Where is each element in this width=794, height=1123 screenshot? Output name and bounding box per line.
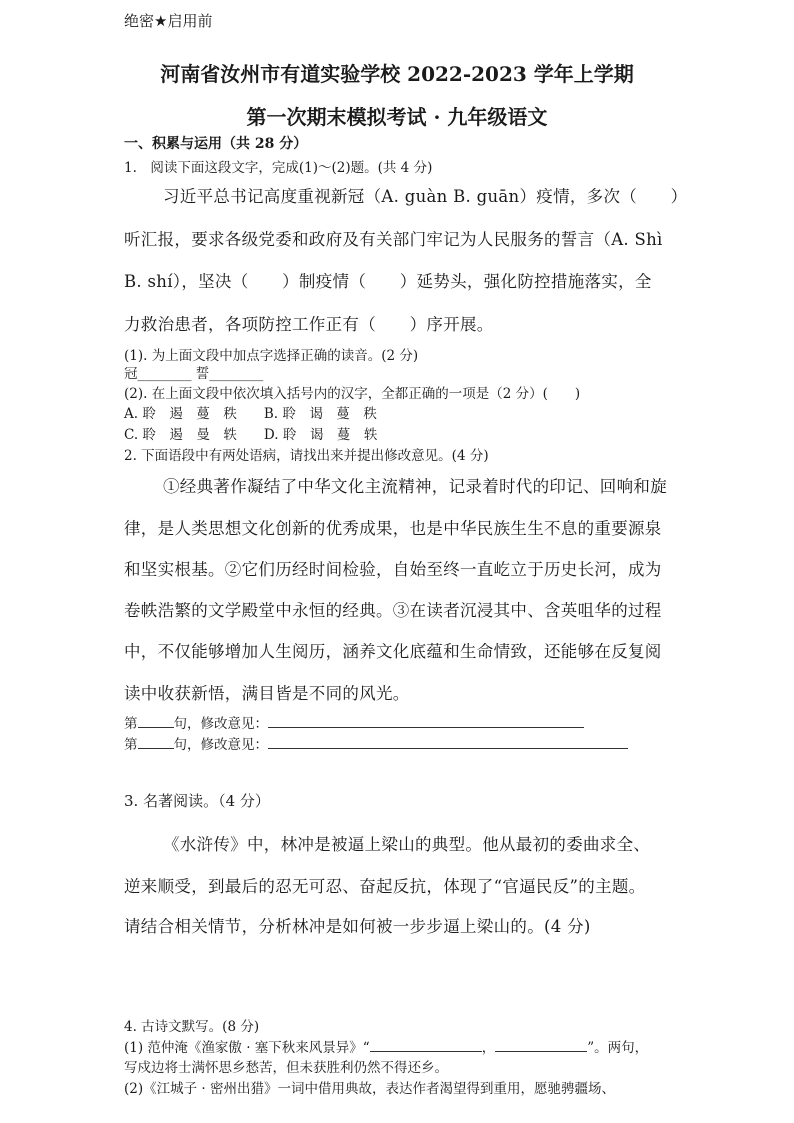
q3-passage-line: 《水浒传》中，林冲是被逼上梁山的典型。他从最初的委曲求全、: [163, 835, 651, 854]
q2-answer-line-1: [124, 712, 584, 732]
q1-passage-line: 习近平总书记高度重视新冠（A. guàn B. guān）疫情，多次（ ）: [163, 187, 688, 206]
q1-sub2: (2). 在上面文段中依次填入括号内的汉字，全都正确的一项是（2 分）( ): [124, 386, 581, 402]
q3-stem: 3. 名著阅读。（4 分）: [124, 792, 270, 810]
q1-passage-line: 听汇报，要求各级党委和政府及有关部门牢记为人民服务的誓言（A. Shì: [124, 230, 663, 249]
q4-sub1-line2: 写戍边将士满怀思乡愁苦，但未获胜利仍然不得还乡。: [124, 1060, 448, 1076]
q2-answer-line-2: [124, 733, 628, 753]
answer-suffix: 句，修改意见：: [173, 737, 268, 753]
q2-passage-line: 律，是人类思想文化创新的优秀成果，也是中华民族生生不息的重要源泉: [124, 519, 662, 538]
q1-passage-line: 力救治患者，各项防控工作正有（ ）序开展。: [124, 315, 494, 334]
section-heading: 一、积累与运用（共 28 分）: [124, 136, 308, 152]
q1-options-cd: C. 聆 遏 曼 轶 D. 聆 谒 蔓 轶: [124, 427, 378, 443]
exam-title-line1: 河南省汝州市有道实验学校 2022-2023 学年上学期: [160, 62, 634, 86]
q3-passage-line: 请结合相关情节，分析林冲是如何被一步步逼上梁山的。(4 分): [124, 917, 591, 936]
q1-stem: 1. 阅读下面这段文字，完成(1)～(2)题。(共 4 分): [124, 160, 433, 176]
q4-stem: 4. 古诗文默写。(8 分): [124, 1019, 260, 1035]
q4-sub1-text: (1) 范仲淹《渔家傲 · 塞下秋来风景异》“: [124, 1040, 370, 1056]
q2-passage-line: 和坚实根基。②它们历经时间检验，自始至终一直屹立于历史长河，成为: [124, 560, 662, 579]
q4-sub2-line1: (2)《江城子 · 密州出猎》一词中借用典故，表达作者渴望得到重用，愿驰骋疆场、: [124, 1081, 615, 1097]
q1-passage-line: B. shí），坚决（ ）制疫情（ ）延势头，强化防控措施落实，全: [124, 272, 652, 291]
q1-options-ab: A. 聆 遏 蔓 秩 B. 聆 谒 蔓 秩: [124, 406, 377, 422]
q4-sub1-comma: ，: [481, 1040, 496, 1056]
q2-passage-line: 卷帙浩繁的文学殿堂中永恒的经典。③在读者沉浸其中、含英咀华的过程: [124, 601, 662, 620]
answer-prefix: 第: [124, 716, 138, 732]
q2-passage-line: 中，不仅能够增加人生阅历，涵养文化底蕴和生命情致，还能够在反复阅: [124, 642, 662, 661]
exam-title-line2: 第一次期末模拟考试 · 九年级语文: [246, 105, 548, 129]
poem-blank-2[interactable]: [495, 1037, 587, 1052]
q4-sub1-line1: [124, 1036, 648, 1056]
sentence-number-blank[interactable]: [138, 734, 174, 749]
q2-passage-line: 读中收获新悟，满目皆是不同的风光。: [124, 684, 410, 703]
q1-sub1-blanks: 冠________ 誓________: [124, 366, 264, 382]
q3-passage-line: 逆来顺受，到最后的忍无可忍、奋起反抗，体现了“官逼民反”的主题。: [124, 877, 646, 896]
answer-suffix: 句，修改意见：: [173, 716, 268, 732]
confidential-mark: 绝密★启用前: [124, 12, 213, 30]
q1-sub1: (1). 为上面文段中加点字选择正确的读音。(2 分): [124, 348, 419, 364]
q2-stem: 2. 下面语段中有两处语病，请找出来并提出修改意见。(4 分): [124, 448, 489, 464]
answer-prefix: 第: [124, 737, 138, 753]
poem-blank-1[interactable]: [370, 1037, 482, 1052]
revision-blank[interactable]: [268, 734, 628, 749]
sentence-number-blank[interactable]: [138, 713, 174, 728]
q2-passage-line: ①经典著作凝结了中华文化主流精神，记录着时代的印记、回响和旋: [163, 477, 667, 496]
q4-sub1-end: ”。两句，: [587, 1040, 649, 1056]
revision-blank[interactable]: [268, 713, 584, 728]
